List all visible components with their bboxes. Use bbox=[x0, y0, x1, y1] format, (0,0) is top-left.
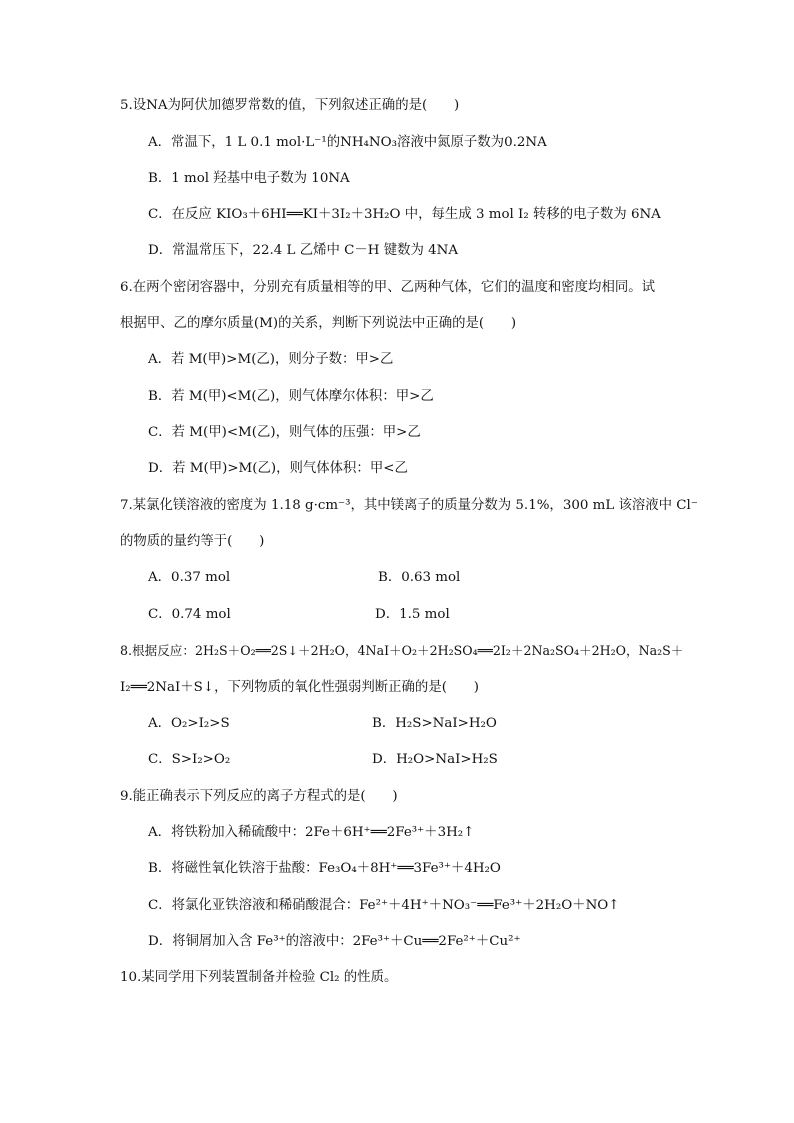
question-5-option-c: C．在反应 KIO₃＋6HI══KI＋3I₂＋3H₂O 中，每生成 3 mol I₂ 转移的电子数为 6NA bbox=[148, 207, 661, 222]
question-7-option-c: C．0.74 mol bbox=[148, 607, 231, 622]
question-6-option-b: B．若 M(甲)<M(乙)，则气体摩尔体积：甲>乙 bbox=[148, 389, 434, 404]
question-5-option-a: A．常温下，1 L 0.1 mol·L⁻¹的NH₄NO₃溶液中氮原子数为0.2NA bbox=[148, 135, 547, 150]
question-8-stem-line-2: I₂══2NaI＋S↓，下列物质的氧化性强弱判断正确的是( ) bbox=[120, 680, 479, 695]
question-9-option-d: D．将铜屑加入含 Fe³⁺的溶液中：2Fe³⁺＋Cu══2Fe²⁺＋Cu²⁺ bbox=[148, 934, 521, 949]
question-6-option-a: A．若 M(甲)>M(乙)，则分子数：甲>乙 bbox=[148, 352, 394, 367]
question-8-option-b: B．H₂S>NaI>H₂O bbox=[372, 716, 497, 731]
question-8-option-c: C．S>I₂>O₂ bbox=[148, 752, 231, 767]
question-7-option-d: D．1.5 mol bbox=[375, 607, 450, 622]
question-6-option-d: D．若 M(甲)>M(乙)，则气体体积：甲<乙 bbox=[148, 461, 408, 476]
question-9-option-b: B．将磁性氧化铁溶于盐酸：Fe₃O₄＋8H⁺══3Fe³⁺＋4H₂O bbox=[148, 861, 501, 876]
question-9-option-a: A．将铁粉加入稀硫酸中：2Fe＋6H⁺══2Fe³⁺＋3H₂↑ bbox=[148, 825, 475, 840]
question-7-stem-line-2: 的物质的量约等于( ) bbox=[120, 534, 265, 549]
question-6-stem-line-2: 根据甲、乙的摩尔质量(M)的关系，判断下列说法中正确的是( ) bbox=[120, 316, 517, 331]
question-6-option-c: C．若 M(甲)<M(乙)，则气体的压强：甲>乙 bbox=[148, 425, 421, 440]
question-5-option-b: B．1 mol 羟基中电子数为 10NA bbox=[148, 171, 350, 186]
question-5-option-d: D．常温常压下，22.4 L 乙烯中 C－H 键数为 4NA bbox=[148, 243, 459, 258]
question-8-stem-line-1: 8.根据反应：2H₂S＋O₂══2S↓＋2H₂O，4NaI＋O₂＋2H₂SO₄══2I₂＋2Na₂SO₄＋2H₂O，Na₂S＋ bbox=[120, 643, 684, 658]
question-9-option-c: C．将氯化亚铁溶液和稀硝酸混合：Fe²⁺＋4H⁺＋NO₃⁻══Fe³⁺＋2H₂O＋NO↑ bbox=[148, 898, 620, 913]
question-8-option-d: D．H₂O>NaI>H₂S bbox=[372, 752, 498, 767]
question-7-option-b: B．0.63 mol bbox=[378, 570, 461, 585]
question-10-stem: 10.某同学用下列装置制备并检验 Cl₂ 的性质。 bbox=[120, 970, 398, 985]
question-9-stem: 9.能正确表示下列反应的离子方程式的是( ) bbox=[120, 789, 398, 804]
question-7-stem-line-1: 7.某氯化镁溶液的密度为 1.18 g·cm⁻³，其中镁离子的质量分数为 5.1%，300 mL 该溶液中 Cl⁻ bbox=[120, 498, 698, 513]
question-6-stem-line-1: 6.在两个密闭容器中，分别充有质量相等的甲、乙两种气体，它们的温度和密度均相同。试 bbox=[120, 280, 656, 295]
question-7-option-a: A．0.37 mol bbox=[148, 570, 231, 585]
question-5-stem: 5.设NA为阿伏加德罗常数的值，下列叙述正确的是( ) bbox=[120, 98, 460, 113]
question-8-option-a: A．O₂>I₂>S bbox=[148, 716, 230, 731]
